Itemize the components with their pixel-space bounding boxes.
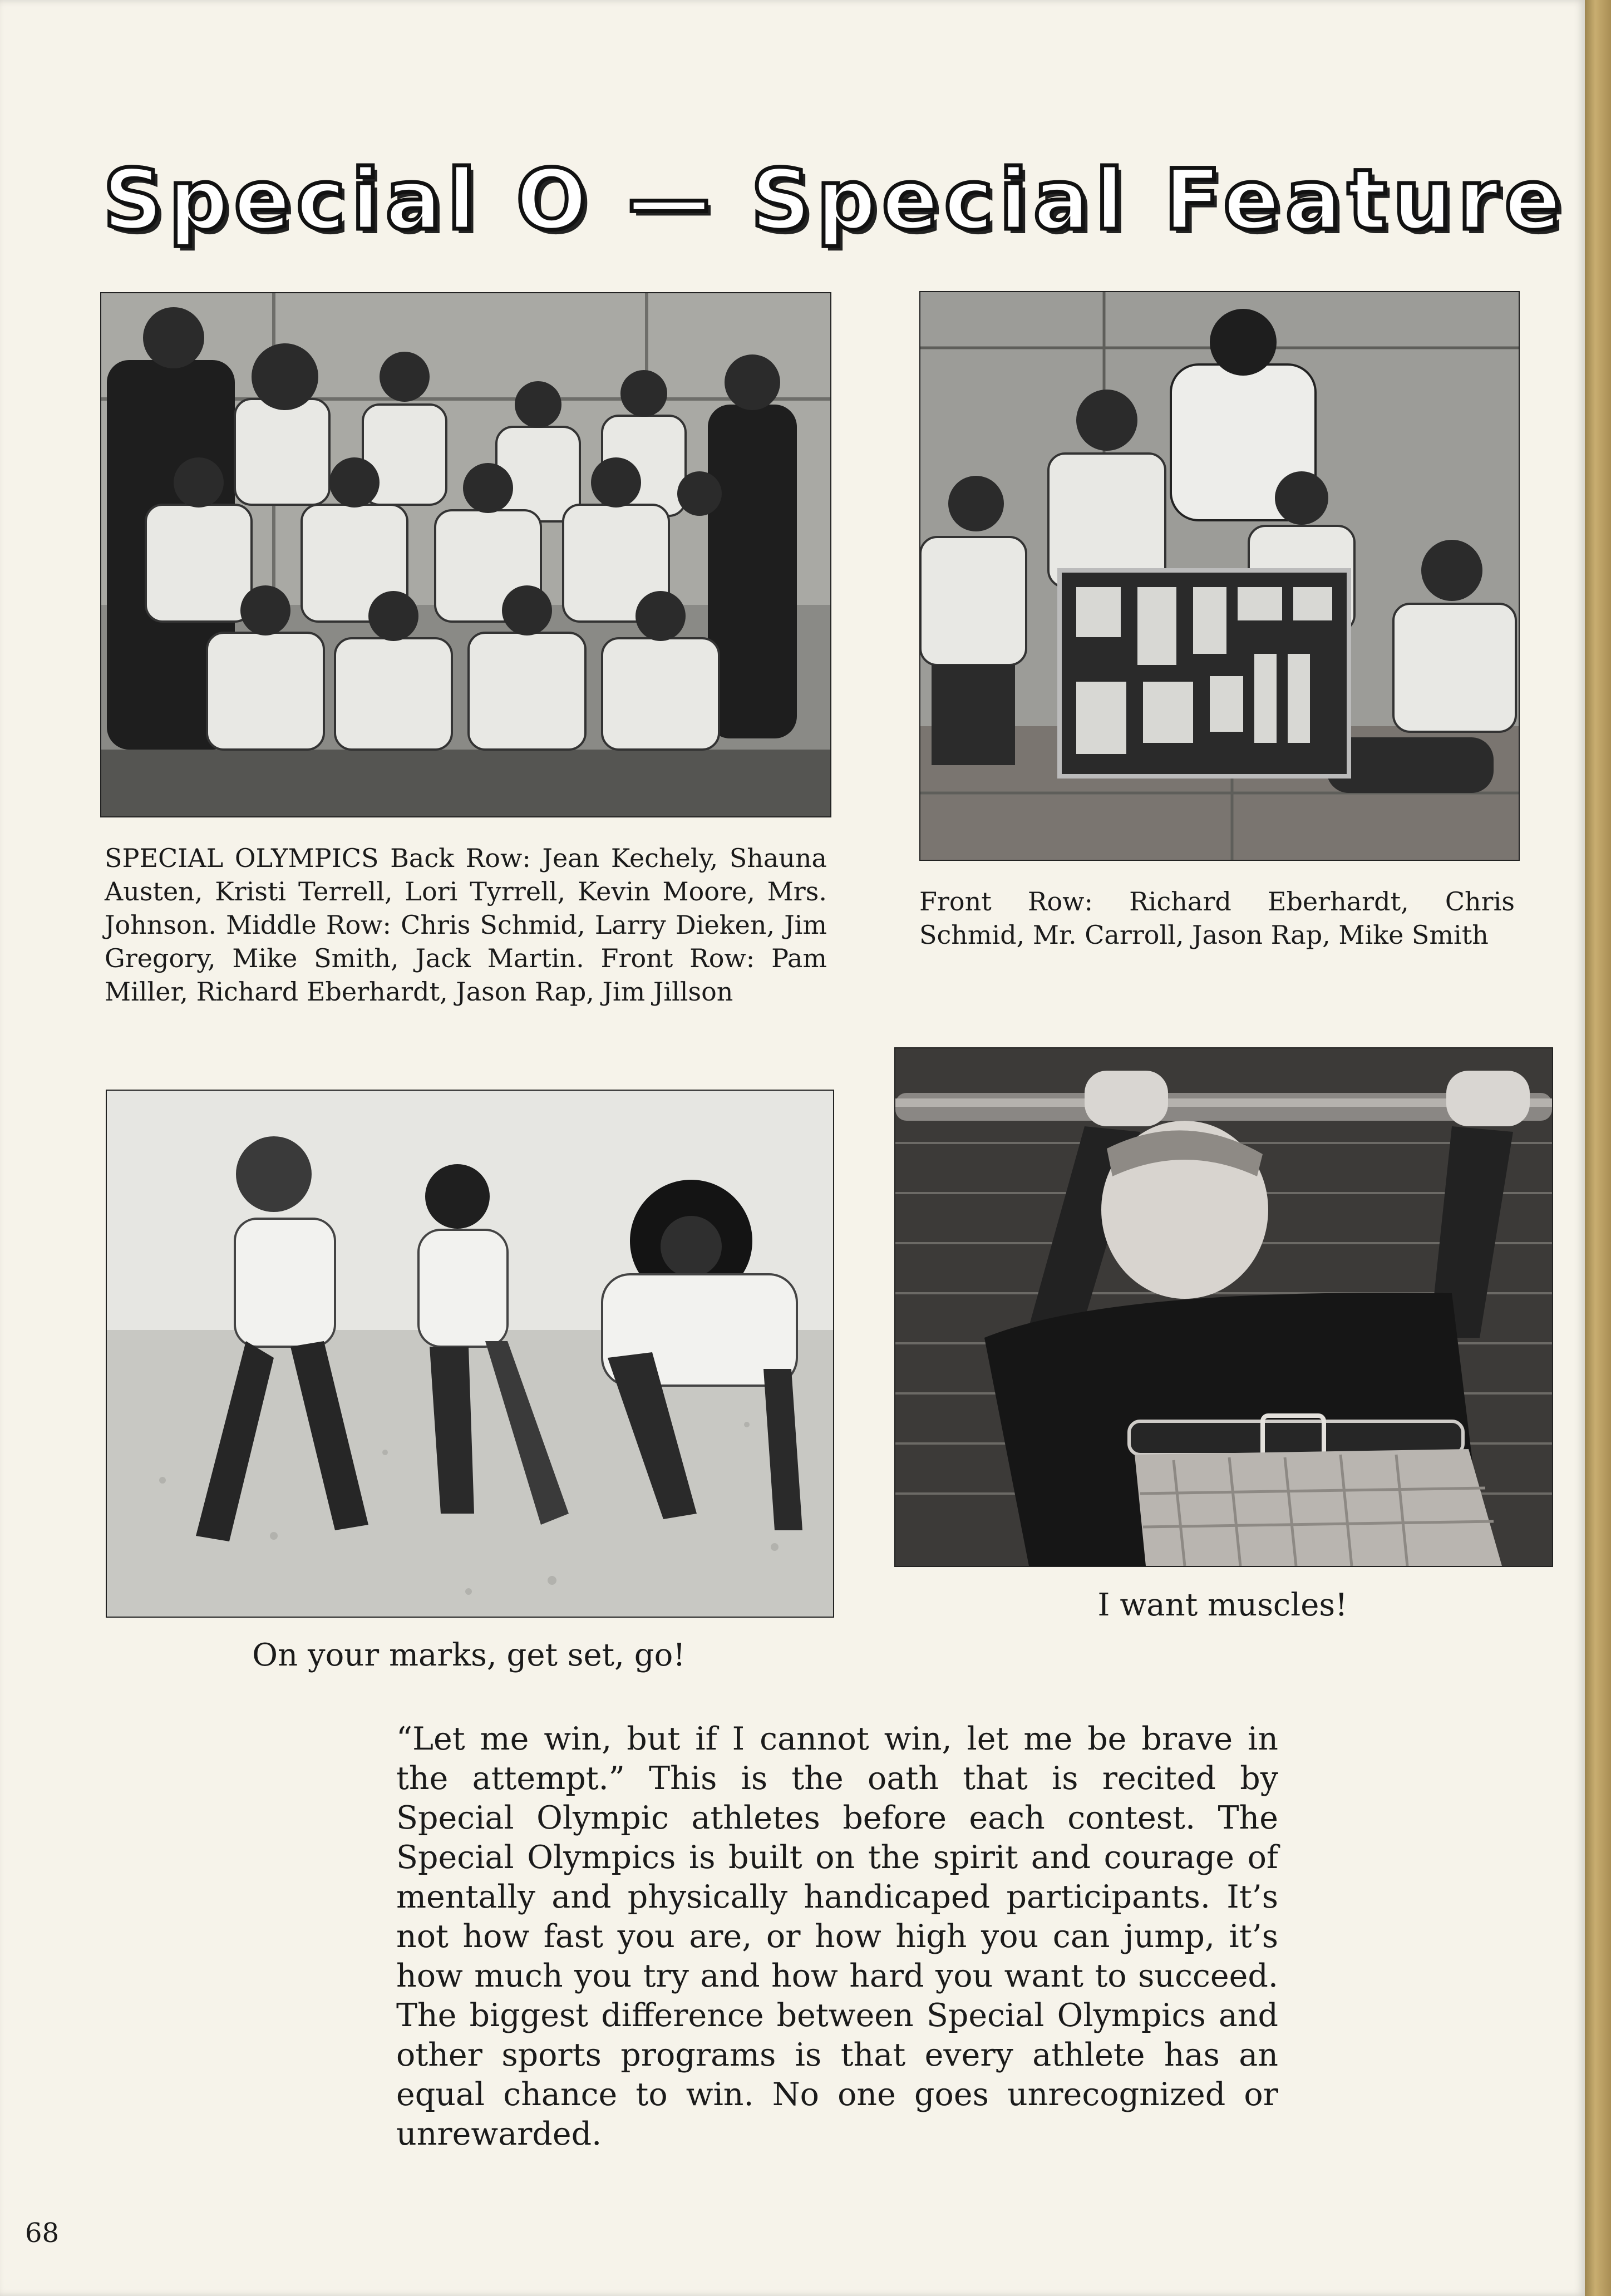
- team-photo-caption: SPECIAL OLYMPICS Back Row: Jean Kechely, Shauna Austen, Kristi Terrell, Lori Tyrrell, Kevin Moore, Mrs. Johnson. Middle Row: Chris Schmid, Larry Dieken, Jim Gregory, Mike Smith, Jack Martin. Front Row: Pam Miller, Richard Eberhardt, Jason Rap, Jim Jillson: [105, 843, 827, 1007]
- pullup-photo-caption: I want muscles!: [1097, 1587, 1348, 1623]
- pullup-photo: [894, 1047, 1553, 1567]
- group-photo-icon: [101, 293, 830, 816]
- article-body: “Let me win, but if I cannot win, let me be brave in the attempt.” This is the oath that is recited by Special Olympic athletes before each contest. The Special Olympics is built on the spirit and courage of mentally and physically handicaped participants. It’s not how fast you are, or how high you can jump, it’s how much you try and how hard you want to succeed. The biggest difference between Special Olympics and other sports programs is that every athlete has an equal chance to win. No one goes unrecognized or unrewarded.: [396, 1721, 1278, 2152]
- race-photo: [106, 1090, 834, 1618]
- group-photo-icon: [920, 292, 1519, 860]
- display-photo-caption: Front Row: Richard Eberhardt, Chris Schmid, Mr. Carroll, Jason Rap, Mike Smith: [919, 886, 1515, 950]
- display-photo: [919, 291, 1520, 861]
- book-spine-edge: [1585, 0, 1611, 2296]
- page-number: 68: [25, 2218, 60, 2249]
- team-photo: [100, 292, 831, 817]
- pullup-photo-icon: [895, 1048, 1552, 1566]
- race-start-photo-icon: [107, 1091, 833, 1617]
- page-title: Special O — Special Feature: [103, 152, 1567, 249]
- race-photo-caption: On your marks, get set, go!: [252, 1637, 686, 1673]
